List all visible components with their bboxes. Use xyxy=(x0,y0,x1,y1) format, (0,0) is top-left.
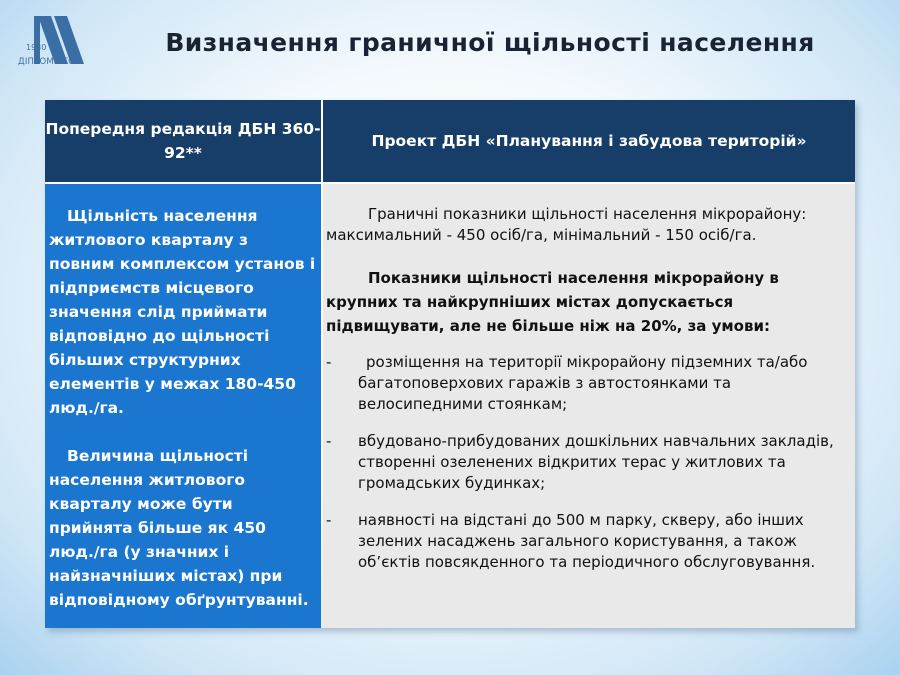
logo xyxy=(16,16,96,72)
list-item xyxy=(326,510,851,573)
bullet-dash: - xyxy=(326,511,332,529)
comparison-table xyxy=(45,100,855,628)
logo-name: ДІПРОМІСТО xyxy=(18,57,76,67)
draft-dbn-cell xyxy=(323,184,855,628)
header-draft-dbn: Проект ДБН «Планування і забудова територій» xyxy=(323,100,855,182)
bullet-text: вбудовано-прибудованих дошкільних навчальних закладів, створенні озеленених відкритих терас у житлових та громадських будинках; xyxy=(358,432,834,492)
left-paragraph-2: Величина щільності населення житлового кварталу може бути прийнята більше як 450 люд./га (у значних і найзначніших містах) при відповідному обґрунтуванні. xyxy=(49,447,309,609)
logo-year: 1930 xyxy=(26,43,47,52)
list-item xyxy=(326,352,851,415)
bullet-dash: - xyxy=(326,353,332,371)
bullet-text: розміщення на території мікрорайону підземних та/або багатоповерхових гаражів з автостоянками та велосипедними стоянкам; xyxy=(358,353,808,413)
bullet-text: наявності на відстані до 500 м парку, скверу, або інших зелених насаджень загального користування, а також об’єктів повсякденного та періодичного обслуговування. xyxy=(358,511,816,571)
page-title: Визначення граничної щільності населення xyxy=(165,28,815,57)
previous-edition-cell xyxy=(45,184,321,628)
list-item xyxy=(326,431,851,494)
left-paragraph-1: Щільність населення житлового кварталу з повним комплексом установ і підприємств місцевого значення слід приймати відповідно до щільності більших структурних елементів у межах 180-450 люд./га. xyxy=(49,207,316,417)
right-paragraph-2: Показники щільності населення мікрорайону в крупних та найкрупніших містах допускається підвищувати, але не більше ніж на 20%, за умови: xyxy=(326,269,779,335)
bullet-dash: - xyxy=(326,432,332,450)
right-paragraph-1: Граничні показники щільності населення мікрорайону: максимальний - 450 осіб/га, мінімальний - 150 осіб/га. xyxy=(326,205,807,244)
header-previous-edition: Попередня редакція ДБН 360-92** xyxy=(45,100,321,182)
